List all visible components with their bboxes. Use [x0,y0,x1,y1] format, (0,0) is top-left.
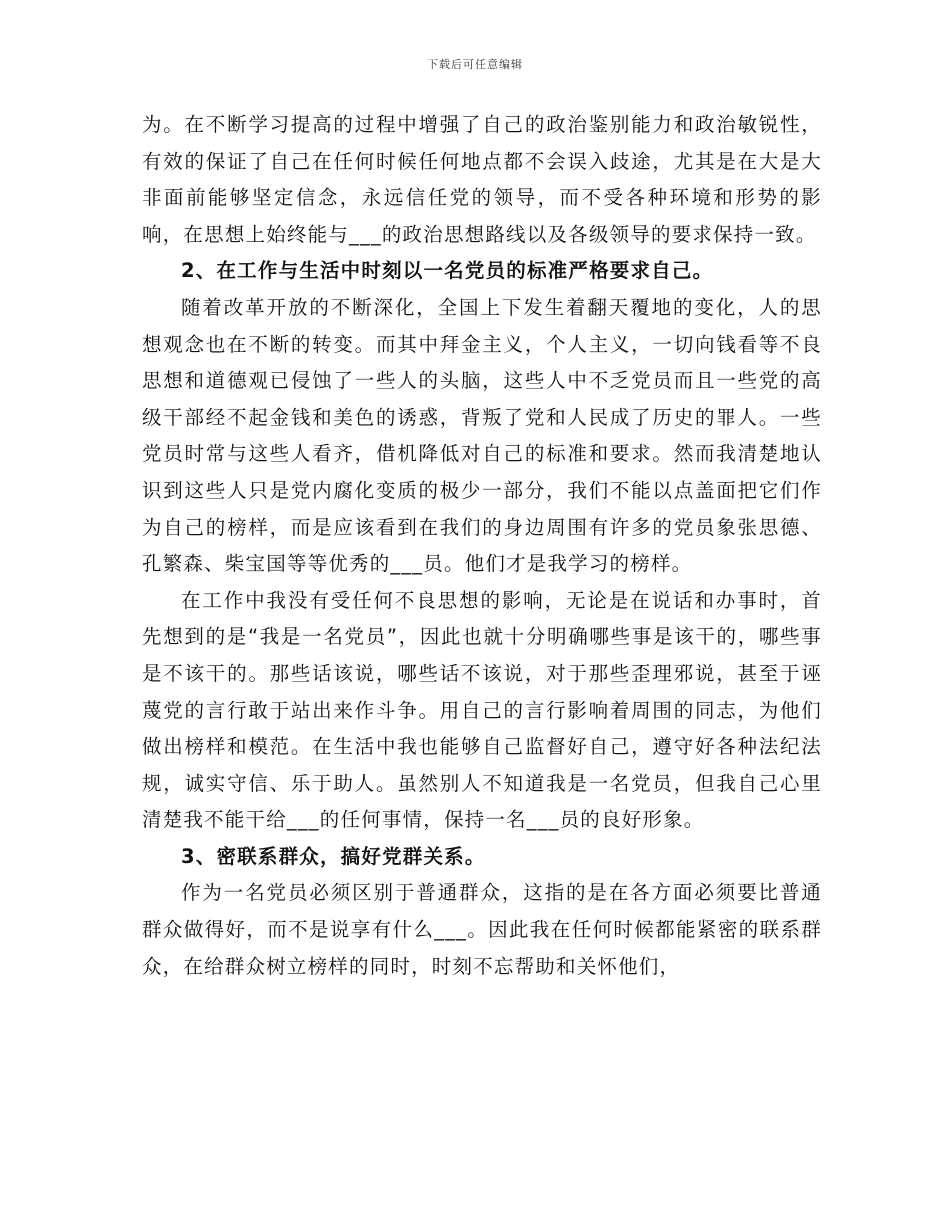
paragraph: 作为一名党员必须区别于普通群众，这指的是在各方面必须要比普通群众做得好，而不是说享有什么___。因此我在任何时候都能紧密的联系群众，在给群众树立榜样的同时，时刻不忘帮助和关怀他们， [142,881,822,978]
paragraph: 随着改革开放的不断深化，全国上下发生着翻天覆地的变化，人的思想观念也在不断的转变。而其中拜金主义，个人主义，一切向钱看等不良思想和道德观已侵蚀了一些人的头脑，这些人中不乏党员而且一些党的高级干部经不起金钱和美色的诱惑，背叛了党和人民成了历史的罪人。一些党员时常与这些人看齐，借机降低对自己的标准和要求。然而我清楚地认识到这些人只是党内腐化变质的极少一部分，我们不能以点盖面把它们作为自己的榜样，而是应该看到在我们的身边周围有许多的党员象张思德、孔繁森、柴宝国等等优秀的___员。他们才是我学习的榜样。 [142,295,822,576]
paragraph: 在工作中我没有受任何不良思想的影响，无论是在说话和办事时，首先想到的是“我是一名党员”，因此也就十分明确哪些事是该干的，哪些事是不该干的。那些话该说，哪些话不该说，对于那些歪理邪说，甚至于诬蔑党的言行敢于站出来作斗争。用自己的言行影响着周围的同志，为他们做出榜样和模范。在生活中我也能够自己监督好自己，遵守好各种法纪法规，诚实守信、乐于助人。虽然别人不知道我是一名党员，但我自己心里清楚我不能干给___的任何事情，保持一名___员的良好形象。 [142,588,822,832]
section-heading-3: 3、密联系群众，搞好党群关系。 [181,844,486,868]
section-heading-2: 2、在工作与生活中时刻以一名党员的标准严格要求自己。 [181,259,714,283]
page-header-note: 下载后可任意编辑 [427,58,523,71]
paragraph-continuation: 为。在不断学习提高的过程中增强了自己的政治鉴别能力和政治敏锐性，有效的保证了自己在任何时候任何地点都不会误入歧途，尤其是在大是大非面前能够坚定信念，永远信任党的领导，而不受各种环境和形势的影响，在思想上始终能与___的政治思想路线以及各级领导的要求保持一致。 [142,113,822,246]
document-body [142,107,822,985]
